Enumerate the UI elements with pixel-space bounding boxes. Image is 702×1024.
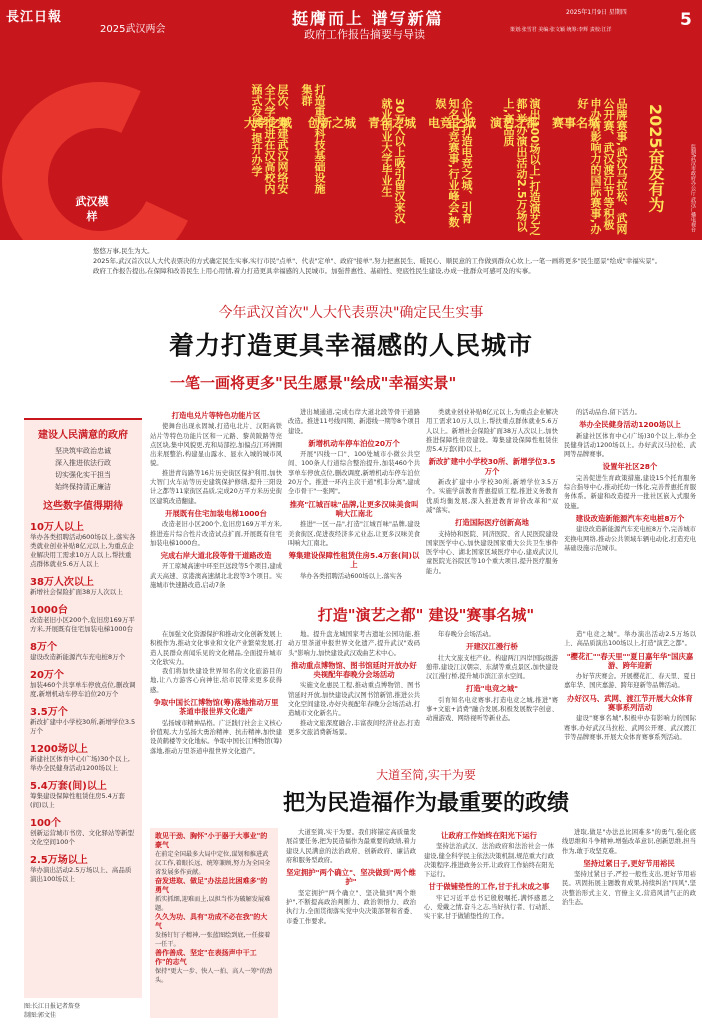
- number-value: 2.5万场以上: [30, 855, 88, 866]
- article-paragraph: 牢记习近平总书记殷殷嘱托,满怀感恩之心、爱戴之情,奋斗之志,当好执行者、行动派、实干家,甘于做铺垫性的工作。: [424, 894, 554, 921]
- number-desc: 加装460个共享单车停放点位,删改调度,新增机动车停车泊位20万个: [30, 681, 136, 698]
- headline1-kicker: 今年武汉首次"人大代表票决"确定民生实事: [218, 305, 484, 321]
- article-paragraph: 开展"四线一口"、100处城市小微公共空间、100条人行道综合整治提升,加装460个共享单车停放点位,删改调度,新增机动车停车泊位20万个。推进一环内主次干道"机非分离",建成全市骨干"一张网"。: [288, 451, 420, 496]
- article-paragraph: 坚定拥护"两个确立"、坚决做到"两个维护",不断提高政治判断力、政治领悟力、政治执行力,全面贯彻落实党中央决策部署和省委、市委工作要求。: [286, 889, 416, 925]
- article-paragraph: 类就业创业补贴8亿元以上,为重点企业解决用工需求10万人以上,帮扶重点群体就业5.6万人以上。新增社会保险扩面38万人次以上,加快推进保障性住房建设。筹集建设保障性租赁住房5.4万套(间)以上。: [426, 409, 558, 454]
- article-subheading: 让政府工作始终在阳光下运行: [440, 831, 538, 840]
- article3-column-3: [562, 828, 696, 1020]
- article-paragraph: 新建社区体育中心(广场)30个以上,举办全民健身活动1200场以上。办好武汉马拉松、武网等品牌赛事。: [564, 432, 696, 459]
- number-value: 1000台: [30, 605, 68, 616]
- sidebar-panel: [24, 418, 142, 998]
- intro-line-1: 悠悠万事,民生为大。: [93, 247, 154, 255]
- article-paragraph: 举办各类招聘活动600场以上,落实各: [300, 572, 403, 580]
- article-subheading: 推动重点博物馆、图书馆延时开放办好央视配年春晚分会场活动: [291, 660, 417, 680]
- hero-model-label: 武汉模样: [75, 195, 109, 223]
- article-paragraph: 建设改造新能源汽车充电桩8万个,完善城市充换电网络,推动公共领域车辆电动化,打造充电基础设施示范城市。: [564, 526, 696, 552]
- headline1-title: 着力打造更具幸福感的人民城市: [168, 331, 533, 360]
- article-subheading: 奋发进取、做足"办法总比困难多"的勇气: [155, 877, 268, 894]
- article-paragraph: 进出城通道,完成右岸大道北段等骨干道路改造。推进11号线四期、新港线一期等8个项目建设。: [288, 409, 420, 435]
- article-paragraph: 支持协和医院、同济医院、省人民医院建设国家医学中心,加快建设国家重大公共卫生事件医学中心、湖北国家区域医疗中心,建成武汉儿童医院光谷院区等10个重大项目,提升医疗服务能力。: [426, 530, 558, 575]
- article-paragraph: 新改扩建中小学校30所,新增学位3.5万个。实施学前教育普惠提质工程,推进义务教育优质均衡发展,深入推进教育评价改革和"双减"落实。: [426, 479, 558, 514]
- intro-paragraph: [80, 246, 690, 276]
- number-value: 1200场以上: [30, 744, 88, 755]
- article-paragraph: 改造老旧小区200个,危旧房169万平方米,推进连片综合性片改造试点扩面,开展既有住宅加装电梯1000台。: [150, 521, 282, 547]
- article2-column-3: [426, 630, 558, 760]
- photo-credit: [24, 1002, 80, 1020]
- number-desc: 新增社会保险扩面38万人次以上: [30, 588, 123, 596]
- editors-credit: 策划:张雪君 美编:张文颖 统筹:李辉 责校:江洋: [510, 27, 612, 33]
- number-desc: 建设改造新能源汽车充电桩8万个: [30, 653, 126, 661]
- sidebar-item: 切实强化实干担当: [55, 471, 111, 479]
- article-paragraph: 的活动品台,留下活力。: [576, 409, 641, 416]
- sidebar-item: 深入推进依法行政: [55, 459, 111, 467]
- article-paragraph: 年春晚分会场活动。: [438, 631, 495, 638]
- number-desc: 筹集建设保障性租赁住房5.4万套(间)以上: [30, 792, 125, 809]
- sidebar-title: 建设人民满意的政府: [38, 430, 128, 441]
- article-paragraph: 推动文旅深度融合,丰富夜间经济业态,打造更多文旅消费新场景。: [288, 719, 420, 736]
- article-subheading: 打造电兑片等特色功能片区: [171, 411, 261, 420]
- number-value: 100个: [30, 818, 61, 829]
- category-1: 大学之城: [244, 116, 293, 130]
- category-5: 演艺之都: [490, 116, 539, 130]
- number-desc: 新建社区体育中心(广场)30个以上,举办全民健身活动1200场以上: [30, 755, 130, 772]
- article-subheading: 打造国际医疗创新高地: [455, 518, 529, 528]
- article-paragraph: 在前定全国最多大局中定位,谋划和推进武汉工作,着眼长远、统筹兼顾,努力为全国全省发展多作贡献。: [155, 851, 271, 876]
- article-paragraph: 保持"更大一步、快人一拍、高人一筹"的劲头。: [155, 968, 273, 984]
- article-paragraph: 地。提升盘龙城国家考古遗址公园功能,推动万里茶道申报世界文化遗产,提升武汉"戏码头"影响力,加快建设武汉戏曲艺术中心。: [288, 631, 420, 657]
- article-paragraph: 抓实抓细,迎难而上,以担当作为破解发展难题。: [155, 896, 271, 912]
- article2-column-2: [288, 630, 420, 760]
- article-subheading: 新改扩建中小学校30所、新增学位3.5万个: [428, 457, 556, 476]
- article2-column-1: [150, 630, 282, 760]
- article-paragraph: 坚持过紧日子,严控一般性支出,更好节用裕民。巩固拓展主题教育成果,持续纠治"四风",坚决整治形式主义、官僚主义,营造风清气正的政治生态。: [562, 871, 696, 907]
- article-subheading: 久久为功、具有"功成不必在我"的大气: [155, 913, 268, 930]
- number-value: 10万人以上: [30, 522, 84, 533]
- intro-line-2: 2025年,武汉首次以人大代表票决的方式确定民生实事,实行市民"点单"、代表"定单"、政府"接单",努力把惠民生、暖民心、顺民意的工作做到群众心坎上,一笔一画将更多"民生愿景"绘成"幸福实景"。: [93, 257, 662, 265]
- newspaper-logo: 長江日報: [6, 10, 63, 25]
- category-3: 青年之城: [368, 116, 417, 130]
- headline3-kicker: 大道至简,实干为要: [376, 768, 476, 782]
- article-subheading: 打造"电竞之城": [465, 684, 519, 694]
- hero-column-2: 打造重大科技基础设施集群: [300, 84, 326, 194]
- number-value: 8万个: [30, 642, 57, 653]
- article-paragraph: 使舞台出现永固城,打造电北片、汉阳高铁站片等特色功能片区和一元路、黎黄陂路等亮点区块,集中风貌更,充和局部控,加偏点江环洲圈出来展整治,构建显山露水、显水入城的城市风貌。: [150, 423, 282, 468]
- article-paragraph: 在加强文化资源保护和推动文化创新发展上积极作为,推动文化事业和文化产业繁荣发展,打造人民群众喜闻乐见的文化精品,全面提升城市文化软实力。: [150, 631, 282, 666]
- article1-column-2: [288, 408, 420, 596]
- hero-column-3: 30万人以上吸引留汉来汉就业创业大学毕业生: [380, 98, 406, 224]
- category-6: 赛事名城: [552, 116, 601, 130]
- article-paragraph: 进取,做足"办法总比困难多"的勇气,强化底线思维和斗争精神,增强改革意识,创新思维,担当作为,敢于攻坚克难。: [562, 829, 696, 855]
- article-subheading: 开展既有住宅加装电梯1000台: [165, 508, 267, 518]
- hero-column-5: 演出100场以上,打造演艺之都,举办演出活动2.5万场以上,高品质: [502, 98, 541, 236]
- number-desc: 改造老旧小区200个,危旧房169万平方米,开展既有住宅加装电梯1000台: [30, 616, 135, 633]
- article-paragraph: 引育知名电竞赛事,打造电竞之城,推进"赛事+文旅+消费"融合发展,积极发展数字创意、动漫游戏、网络视听等新业态。: [426, 696, 558, 723]
- article-paragraph: 实施文化惠民工程,推动重点博物馆、图书馆延时开放,加快建设武汉图书馆新馆,推进公共文化空间建设,办好央视配年春晚分会场活动,打造城市文化新名片。: [288, 682, 420, 718]
- article-paragraph: 我们将加快建设世界知名的文化旅游目的地,让八方游客心向神往,给市民带来更多获得感。: [150, 668, 282, 694]
- number-value: 3.5万个: [30, 707, 68, 718]
- article-subheading: 坚定拥护"两个确立"、坚决做到"两个维护": [286, 868, 416, 887]
- article1-column-3: [426, 408, 558, 596]
- article-paragraph: 弘扬城市精神品格。广泛践行社会主义核心价值观,大力弘扬大勇治精神、抗击精神,加快建设黄鹤楼等文化地标。争取中国长江博物馆(筹)落地,推动万里茶道申报世界文化遗产。: [150, 719, 282, 755]
- credit-line: 制图:郭文佳: [24, 1012, 57, 1019]
- numbers-title: 这些数字值得期待: [43, 501, 123, 512]
- article-subheading: 新增机动车停车泊位20万个: [308, 438, 400, 448]
- article-subheading: 设置年社区28个: [602, 462, 658, 472]
- number-desc: 新改扩建中小学校30所,新增学位3.5万个: [30, 718, 136, 735]
- article-subheading: 善作善成、坚定"在表扬声中干工作"的志气: [155, 949, 257, 966]
- article-subheading: 建设改造新能源汽车充电桩8万个: [575, 513, 685, 523]
- number-value: 20万个: [30, 670, 64, 681]
- category-2: 创新之城: [308, 116, 357, 130]
- article3-column-2: [424, 828, 554, 1020]
- article-paragraph: 发扬钉钉子精神,一张蓝图绘到底,一任接着一任干。: [155, 932, 271, 948]
- article-subheading: 举办全民健身活动1200场以上: [579, 420, 681, 430]
- article1-column-4: [564, 408, 696, 596]
- article-paragraph: 开工琼城高速中环至巨远段等5个项目,建成武天高速、京港澳高速湖北北段等3个项目。实施城市快速路改造,启动7条: [150, 563, 282, 590]
- number-desc: 创新运营城市书房、文化驿站等新型文化空间100个: [30, 829, 134, 846]
- highlight-box: [150, 828, 278, 1018]
- article-subheading: 坚持过紧日子,更好节用裕民: [583, 858, 675, 868]
- hero-banner: [0, 44, 702, 240]
- article-paragraph: 推进"一区一品",打造"江城百味"品牌,建设美食街区,促进夜经济多元业态,让更多汉味美食叫响大江南北。: [288, 521, 420, 547]
- article-subheading: 完成右岸大道北段等骨干道路改造: [160, 551, 272, 561]
- hero-credit: 监制/武汉市政府办公厅 武汉广播电视台: [690, 144, 696, 233]
- section-slogan: 挺膺而上 谱写新篇: [292, 9, 444, 28]
- number-value: 5.4万套(间)以上: [30, 781, 107, 792]
- hero-column-1: 层次、筹建武汉网络安全大学推进在汉高校内涵式发展,提升办学: [250, 84, 289, 194]
- article-subheading: 甘于做铺垫性的工作,甘于扎末成之事: [428, 882, 550, 892]
- article-subheading: 筹集建设保障性租赁住房5.4万套(间)以上: [288, 551, 420, 570]
- article-paragraph: 大道至简,实干为要。我们将锚定高质量发展首要任务,把为民造福作为最重要的政绩,着力建设人民满意的法治政府、创新政府、廉洁政府和服务型政府。: [286, 829, 416, 864]
- page-number: 5: [680, 10, 692, 30]
- number-desc: 举办各类招聘活动600场以上,落实各类就业创业补贴8亿元以上,为重点企业解决用工需求10万人以上,帮扶重点群体就业5.6万人以上: [30, 533, 136, 568]
- hero-column-4: 企业,打造电竞之城、引育知名电竞赛事,行业峰会,数娱: [434, 98, 473, 228]
- article-paragraph: 造"电竞之城"。举办演出活动2.5万场以上、高品质演出100场以上,打造"演艺之都"。: [564, 631, 696, 648]
- intro-line-3: 政府工作报告提出,在保障和改善民生上用心用情,着力打造更具幸福感的人民城市。加强普惠性、基础性、兜底性民生建设,办成一批群众可感可及的实事。: [93, 267, 535, 275]
- headline1-subtitle: 一笔一画将更多"民生愿景"绘成"幸福实景": [170, 374, 457, 392]
- article-subheading: 推亮"江城百味"品牌,让更多汉味美食叫响大江南北: [289, 499, 419, 518]
- sidebar-item: 坚决筑牢政治忠诚: [55, 447, 111, 455]
- section-subtitle: 政府工作报告摘要与导读: [304, 28, 425, 41]
- number-value: 38万人次以上: [30, 577, 94, 588]
- numbers-list: [24, 514, 142, 884]
- headline3-title: 把为民造福作为最重要的政绩: [282, 791, 569, 816]
- article-subheading: 开建汉江漫行桥: [466, 642, 518, 652]
- issue-date: 2025年1月9日 星期四: [566, 9, 627, 16]
- article2-column-4: [564, 630, 696, 760]
- article-subheading: 办好汉马、武网、渡江节开展大众体育赛事系列活动: [567, 693, 693, 713]
- article-subheading: "樱花汇""春天里""夏日嘉年华"国庆嘉游、跨年迎新: [566, 651, 694, 670]
- hero-year-slogan: 2025奋发有为: [646, 104, 665, 213]
- article-paragraph: 办好节庆赛会。开展樱花汇、春天里、夏日嘉年华、国庆嘉游、跨年迎新等品牌活动。: [564, 673, 696, 690]
- article-paragraph: 壮大文旅支柱产业。构建两江四岸国际级游憩带,建设江汉朝宗、东湖等重点景区,加快建设汉江漫行桥,提升城市滨江亲水空间。: [426, 654, 558, 681]
- issue-label: 2025武汉两会: [100, 24, 166, 35]
- article-subheading: 争取中国长江博物馆(筹)落地推动万里茶道申报世界文化遗产: [153, 698, 279, 717]
- category-4: 电竞之城: [428, 116, 477, 130]
- number-desc: 举办演出活动2.5万场以上、高品质演出100场以上: [30, 866, 132, 883]
- headline2-title: 打造"演艺之都" 建设"赛事名城": [317, 606, 535, 624]
- letter-e-graphic: [0, 55, 224, 240]
- article-subheading: 敢见干劲、胸怀"小于器于大事业"的豪气: [155, 832, 268, 849]
- sidebar-item: 始终保持清正廉洁: [55, 483, 111, 491]
- article-paragraph: 完善促进生育政策措施,建设15个托育服务综合指导中心,推动托幼一体化,完善普惠托育服务体系。新建和改造提升一批社区嵌入式服务设施。: [564, 474, 696, 510]
- article-paragraph: 坚持法治武汉、法治政府和法治社会一体建设,健全科学民主依法决策机制,规范重大行政决策程序,推进政务公开,让政府工作始终在阳光下运行。: [424, 843, 554, 879]
- article3-column-1: [286, 828, 416, 1020]
- sidebar-list: [24, 445, 142, 493]
- hero-column-6: 品牌赛事,武汉马拉松、武网公开赛、武汉渡江节等积极申办有影响力的国际赛事,办好: [576, 98, 628, 235]
- article-paragraph: 建设"赛事名城",积极申办有影响力的国际赛事,办好武汉马拉松、武网公开赛、武汉渡江节等品牌赛事,开展大众体育赛事系列活动。: [564, 715, 696, 741]
- credit-line: 图:长江日报记者詹登: [24, 1003, 81, 1010]
- article-paragraph: 推进青岛路等16片历史街区保护利用,加快大智门火车站等历史建筑保护修缮,提升三阳设计之都等11家街区品质,完成20万平方米历史街区建筑改造翻建。: [150, 469, 282, 505]
- article1-column-1: [150, 408, 282, 596]
